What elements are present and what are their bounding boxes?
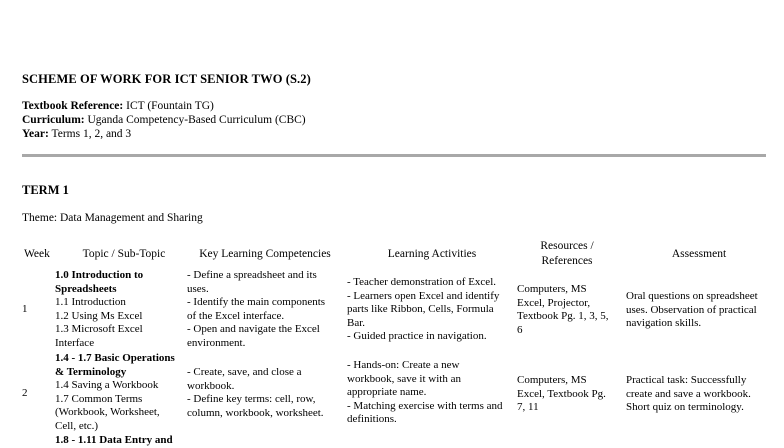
row1-activity-line: - Guided practice in navigation. [347,330,487,342]
curriculum-line [22,114,306,128]
row1-competency-line: - Open and navigate the Excel [187,323,320,335]
row1-topic-title-1: 1.0 Introduction to [55,269,144,281]
row2-assessment-line: Practical task: Successfully [626,374,747,386]
row2-competency-line: - Define key terms: cell, row, [187,393,316,405]
row2-topic-line: 1.7 Common Terms [55,392,143,405]
header-activities: Learning Activities [387,248,477,260]
row1-competency-line: environment. [187,336,246,349]
row1-competency-line: of the Excel interface. [187,309,285,322]
year-line [22,128,131,142]
row1-activity-line: - Teacher demonstration of Excel. [347,276,496,288]
row1-resources [517,283,632,337]
row1-assessment-line: Oral questions on spreadsheet [626,290,758,302]
row1-activity-line: Bar. [347,316,366,329]
row2-competency-line: workbook. [187,379,235,392]
textbook-reference [22,100,214,114]
row2-activity-line: - Hands-on: Create a new [347,359,460,371]
row2-competency-line: - Create, save, and close a [187,366,302,378]
row1-competency-line: uses. [187,282,209,295]
row2-activity-line: workbook, save it with an [347,372,461,385]
row2-topic-title-2: & Terminology [55,365,127,378]
textbook-value: ICT (Fountain TG) [123,100,214,112]
row2-activity-line: definitions. [347,413,397,425]
row2-competencies [187,366,342,420]
row1-activity-line: parts like Ribbon, Cells, Formula [347,303,494,315]
theme-line: Theme: Data Management and Sharing [22,212,203,224]
header-resources [517,239,617,269]
textbook-label: Textbook Reference: [22,100,124,112]
row2-topic-line: Cell, etc.) [55,419,99,432]
document-title: SCHEME OF WORK FOR ICT SENIOR TWO (S.2) [22,72,311,86]
row2-week: 2 [22,387,28,399]
header-competencies: Key Learning Competencies [199,248,331,260]
row1-activities [347,276,517,344]
header-resources-line2: References [541,255,593,267]
row2-resource-line: 7, 11 [517,401,539,413]
row2-competency-line: column, workbook, worksheet. [187,406,324,419]
row2-resources [517,374,632,415]
row1-assessment-line: navigation skills. [626,317,702,329]
row2-topic-title-1: 1.4 - 1.7 Basic Operations [55,352,175,364]
row2-topic-line: 1.4 Saving a Workbook [55,379,159,391]
row1-week: 1 [22,303,28,315]
row3-topic-title-1: 1.8 - 1.11 Data Entry and [55,434,173,446]
row1-topic-line: 1.2 Using Ms Excel [55,309,143,322]
row1-topic-line: Interface [55,336,95,349]
term-heading: TERM 1 [22,183,69,197]
row1-resource-line: 6 [517,323,523,336]
header-assessment: Assessment [671,248,727,260]
curriculum-label: Curriculum: [22,114,85,126]
row2-resource-line: Computers, MS [517,374,587,386]
row1-assessment [626,290,774,331]
row1-topic [55,269,190,350]
header-topic: Topic / Sub-Topic [82,248,166,260]
horizontal-rule [22,154,766,157]
row1-competency-line: - Identify the main components [187,296,326,308]
row1-resource-line: Excel, Projector, [517,296,591,309]
row1-competency-line: - Define a spreadsheet and its [187,269,317,281]
row2-activity-line: appropriate name. [347,386,427,398]
row1-topic-line: 1.1 Introduction [55,296,126,308]
row2-activities [347,359,522,427]
row2-assessment [626,374,774,415]
row1-activity-line: - Learners open Excel and identify [347,289,500,302]
header-week: Week [24,248,50,260]
row1-topic-line: 1.3 Microsoft Excel [55,323,143,335]
row1-resource-line: Textbook Pg. 1, 3, 5, [517,310,609,322]
row2-assessment-line: create and save a workbook. [626,387,751,400]
curriculum-value: Uganda Competency-Based Curriculum (CBC) [84,114,306,126]
year-value: Terms 1, 2, and 3 [48,128,132,140]
year-label: Year: [22,128,49,140]
row2-activity-line: - Matching exercise with terms and [347,399,503,412]
row1-assessment-line: uses. Observation of practical [626,303,757,316]
row2-topic-line: (Workbook, Worksheet, [55,406,160,418]
row1-resource-line: Computers, MS [517,283,587,295]
row2-topic [55,352,190,433]
header-resources-line1: Resources / [540,240,594,252]
row2-assessment-line: Short quiz on terminology. [626,401,744,413]
row1-topic-title-2: Spreadsheets [55,282,117,295]
row2-resource-line: Excel, Textbook Pg. [517,387,606,400]
row1-competencies [187,269,342,350]
